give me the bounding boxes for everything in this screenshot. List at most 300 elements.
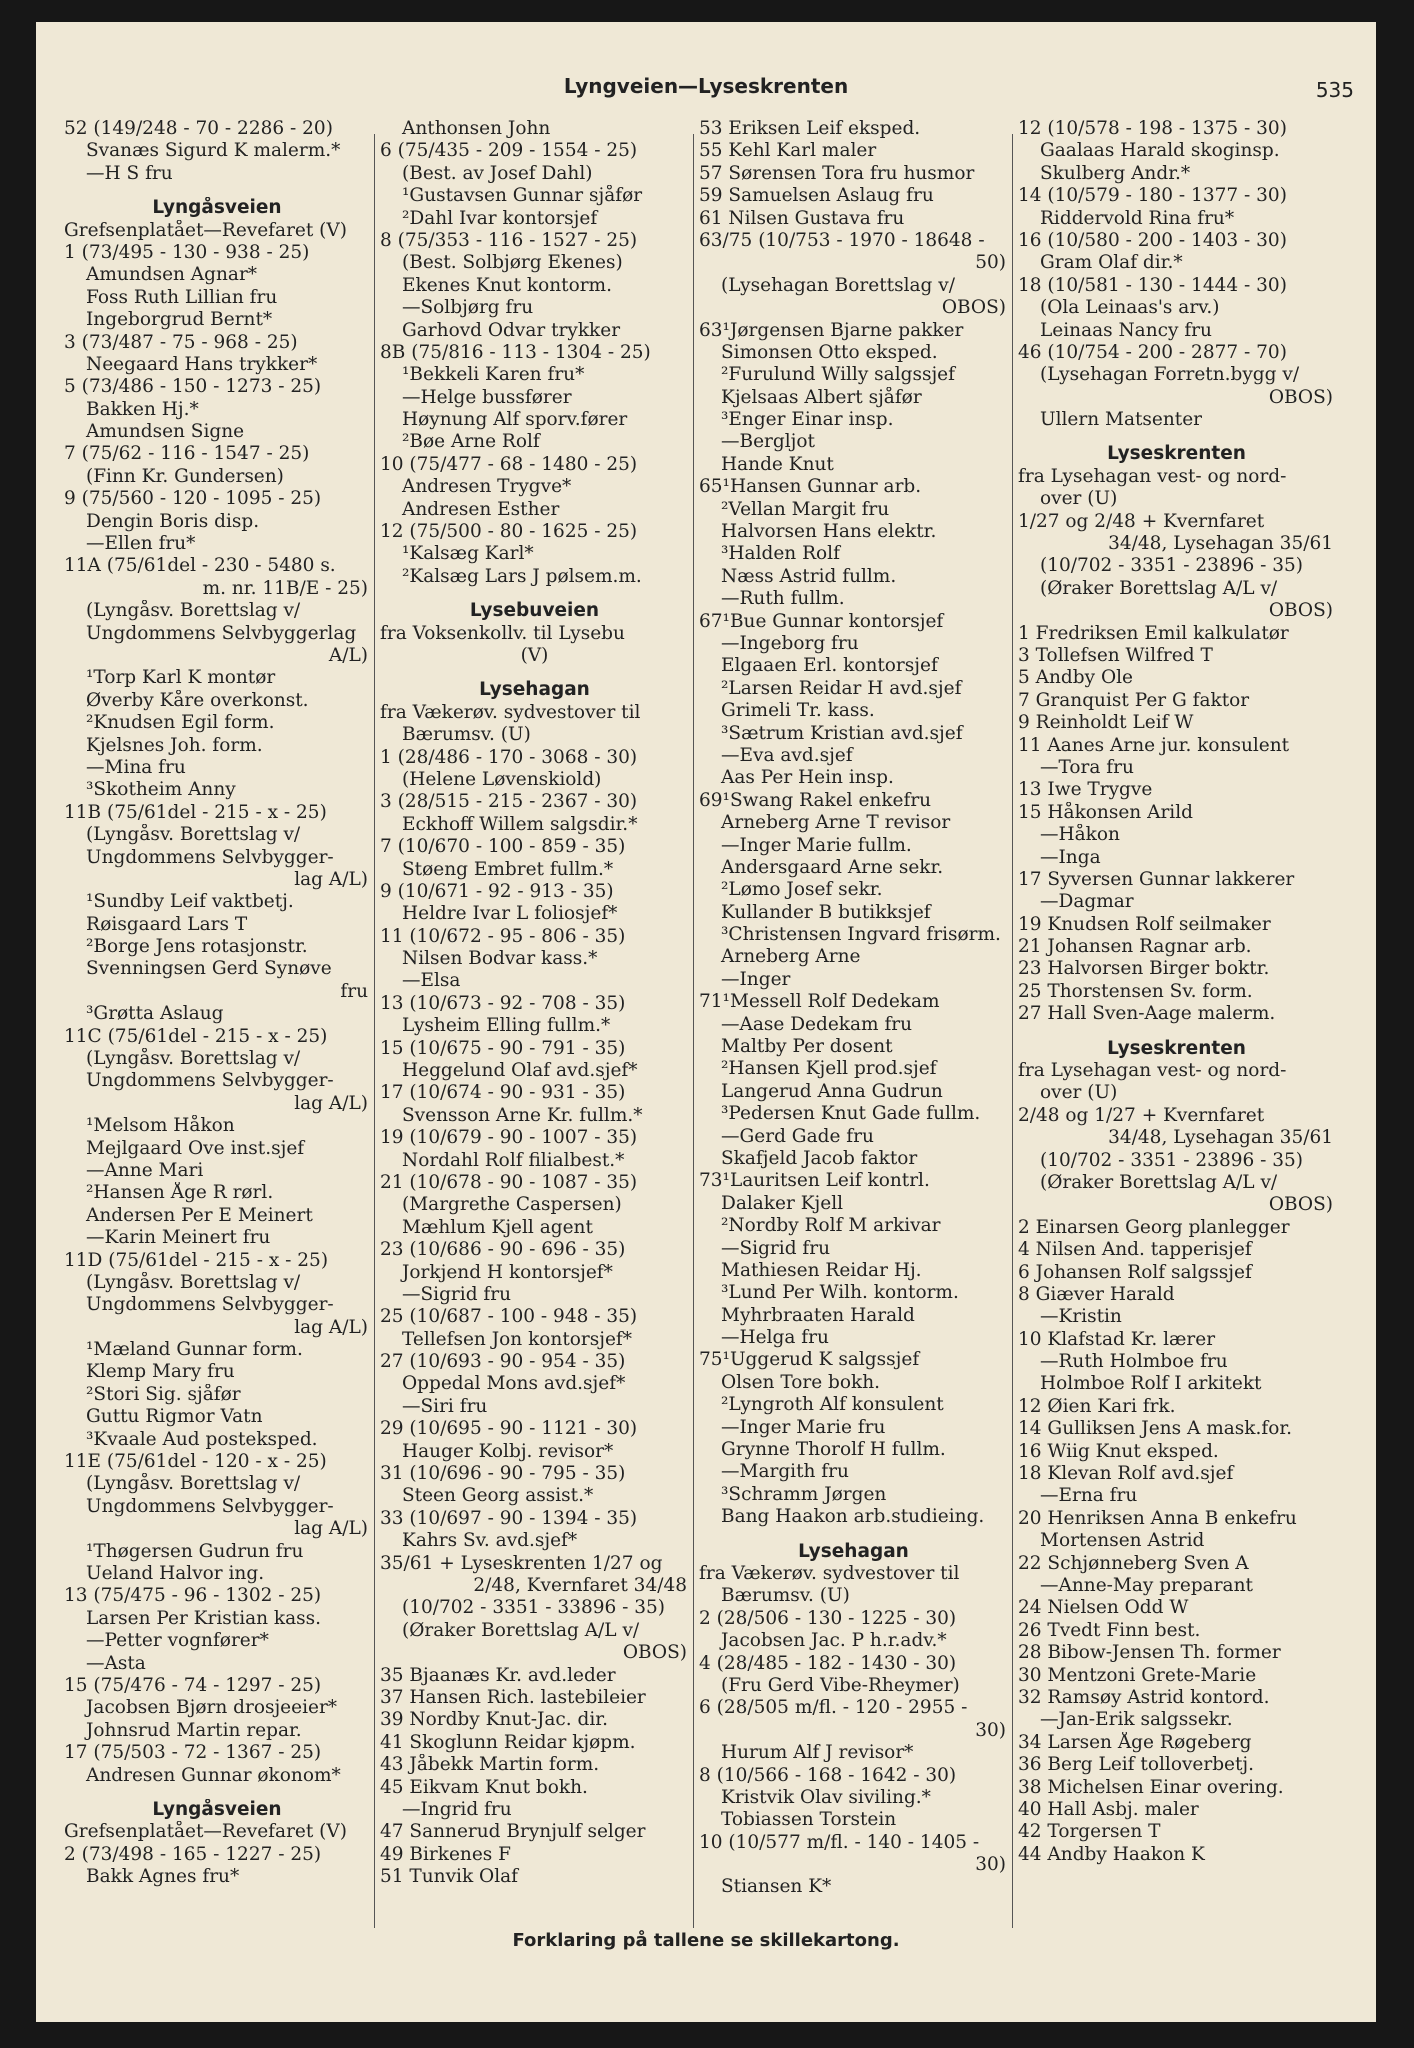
resident-entry: Svenningsen Gerd Synøve: [86, 958, 332, 980]
entry-continuation: lag A/L): [294, 1518, 368, 1540]
address-entry: 47 Sannerud Brynjulf selger: [380, 1821, 646, 1843]
address-entry: 38 Michelsen Einar overing.: [1018, 1776, 1284, 1798]
address-entry: 29 (10/695 - 90 - 1121 - 30): [380, 1418, 638, 1440]
resident-entry: ³Grøtta Aslaug: [86, 1003, 224, 1025]
page-header-title: Lyngveien—Lyseskrenten: [563, 74, 849, 98]
resident-entry: Grimeli Tr. kass.: [721, 700, 875, 722]
resident-entry: Kahrs Sv. avd.sjef*: [402, 1530, 578, 1552]
address-entry: 3 Tollefsen Wilfred T: [1018, 644, 1213, 666]
address-entry: fra Vækerøv. sydvestover til: [699, 1563, 960, 1584]
entry-continuation: 30): [975, 1719, 1006, 1741]
address-entry: 8 (75/353 - 116 - 1527 - 25): [380, 229, 638, 251]
address-entry: 44 Andby Haakon K: [1018, 1843, 1205, 1865]
resident-entry: Andresen Trygve*: [402, 476, 572, 498]
resident-entry: ¹Gustavsen Gunnar sjåfør: [402, 185, 643, 207]
resident-entry: Andersgaard Arne sekr.: [721, 856, 944, 878]
address-entry: 57 Sørensen Tora fru husmor: [699, 162, 975, 184]
resident-entry: ²Kalsæg Lars J pølsem.m.: [402, 565, 642, 587]
resident-entry: Dalaker Kjell: [721, 1192, 844, 1214]
address-entry: 16 Wiig Knut eksped.: [1018, 1440, 1219, 1462]
entry-continuation: OBOS): [941, 297, 1006, 319]
address-entry: fra Lysehagan vest- og nord-: [1018, 465, 1287, 487]
resident-entry: ²Bøe Arne Rolf: [402, 431, 540, 453]
resident-entry: Klemp Mary fru: [86, 1361, 235, 1383]
address-entry: 11E (75/61del - 120 - x - 25): [64, 1451, 327, 1473]
address-entry: fra Vækerøv. sydvestover til: [380, 701, 641, 723]
resident-entry: —Helge bussfører: [402, 386, 572, 408]
resident-entry: Tellefsen Jon kontorsjef*: [402, 1328, 633, 1350]
resident-entry: Jorkjend H kontorsjef*: [402, 1261, 613, 1283]
resident-entry: Andresen Esther: [402, 498, 560, 520]
resident-entry: —Inger: [721, 968, 791, 990]
resident-entry: Skafjeld Jacob faktor: [721, 1147, 918, 1169]
resident-entry: Ungdommens Selvbyggerlag: [86, 622, 357, 644]
resident-entry: ²Vellan Margit fru: [721, 498, 890, 520]
address-entry: 46 (10/754 - 200 - 2877 - 70): [1018, 341, 1287, 363]
resident-entry: (Lyngåsv. Borettslag v/: [86, 1473, 301, 1495]
resident-entry: —Eva avd.sjef: [721, 744, 853, 766]
resident-entry: ²Nordby Rolf M arkivar: [721, 1215, 941, 1237]
street-heading: Lyngåsveien: [64, 197, 370, 219]
resident-entry: —Siri fru: [402, 1395, 488, 1417]
resident-entry: ¹Bekkeli Karen fru*: [402, 364, 585, 386]
address-entry: 3 (73/487 - 75 - 968 - 25): [64, 331, 298, 353]
street-heading: Lyseskrenten: [1018, 443, 1335, 465]
entry-continuation: lag A/L): [294, 1316, 368, 1338]
resident-entry: —Solbjørg fru: [402, 297, 534, 319]
address-entry: 19 Knudsen Rolf seilmaker: [1018, 913, 1271, 935]
address-entry: 51 Tunvik Olaf: [380, 1866, 519, 1888]
resident-entry: —Ruth fullm.: [721, 588, 845, 610]
address-entry: 2 (28/506 - 130 - 1225 - 30): [699, 1607, 957, 1629]
entry-continuation: lag A/L): [294, 868, 368, 890]
resident-entry: Ullern Matsenter: [1040, 409, 1203, 431]
resident-entry: Leinaas Nancy fru: [1040, 319, 1212, 341]
resident-entry: (Lyngåsv. Borettslag v/: [86, 1048, 301, 1070]
resident-entry: Skulberg Andr.*: [1040, 162, 1191, 184]
resident-entry: Nilsen Bodvar kass.*: [402, 948, 598, 970]
resident-entry: (Lyngåsv. Borettslag v/: [86, 1271, 301, 1293]
resident-entry: Garhovd Odvar trykker: [402, 319, 621, 341]
resident-entry: Steen Georg assist.*: [402, 1485, 594, 1507]
address-entry: 17 (10/674 - 90 - 931 - 35): [380, 1082, 626, 1104]
resident-entry: Hauger Kolbj. revisor*: [402, 1440, 614, 1462]
entry-continuation: OBOS): [1268, 600, 1333, 622]
address-entry: 71¹Messell Rolf Dedekam: [699, 991, 940, 1013]
address-entry: 65¹Hansen Gunnar arb.: [699, 476, 922, 498]
street-heading: Lysehagan: [380, 679, 689, 701]
resident-entry: Maltby Per dosent: [721, 1036, 893, 1058]
resident-entry: Aas Per Hein insp.: [721, 767, 894, 789]
address-entry: 7 Granquist Per G faktor: [1018, 689, 1250, 711]
address-entry: 37 Hansen Rich. lastebileier: [380, 1686, 646, 1708]
address-entry: 10 (75/477 - 68 - 1480 - 25): [380, 453, 638, 475]
column-3: [699, 118, 1008, 1924]
resident-entry: —Margith fru: [721, 1461, 849, 1483]
address-entry: 61 Nilsen Gustava fru: [699, 207, 905, 229]
resident-entry: Ungdommens Selvbygger-: [86, 1070, 334, 1092]
resident-entry: Amundsen Agnar*: [86, 264, 258, 286]
address-entry: 11A (75/61del - 230 - 5480 s.: [64, 555, 336, 577]
resident-entry: Arneberg Arne: [721, 946, 861, 968]
resident-entry: —Aase Dedekam fru: [721, 1013, 913, 1035]
entry-continuation: lag A/L): [294, 1092, 368, 1114]
address-entry: 21 (10/678 - 90 - 1087 - 35): [380, 1171, 638, 1193]
address-entry: 11D (75/61del - 215 - x - 25): [64, 1249, 329, 1271]
resident-entry: Nordahl Rolf filialbest.*: [402, 1149, 625, 1171]
resident-entry: Ungdommens Selvbygger-: [86, 1294, 334, 1316]
address-entry: 2/48 og 1/27 + Kvernfaret: [1018, 1104, 1265, 1126]
entry-continuation: A/L): [328, 644, 368, 666]
resident-entry: ³Pedersen Knut Gade fullm.: [721, 1103, 981, 1125]
directory-page: [36, 22, 1376, 2022]
address-entry: 1/27 og 2/48 + Kvernfaret: [1018, 510, 1265, 532]
address-entry: 7 (75/62 - 116 - 1547 - 25): [64, 443, 310, 465]
address-entry: 69¹Swang Rakel enkefru: [699, 789, 932, 811]
address-entry: 25 Thorstensen Sv. form.: [1018, 980, 1253, 1002]
address-entry: 15 (75/476 - 74 - 1297 - 25): [64, 1674, 322, 1696]
resident-entry: —Mina fru: [86, 756, 186, 778]
address-entry: 5 Andby Ole: [1018, 667, 1133, 689]
resident-entry: (Fru Gerd Vibe-Rheymer): [721, 1674, 960, 1696]
address-entry: 75¹Uggerud K salgssjef: [699, 1349, 920, 1371]
resident-entry: (Lysehagan Forretn.bygg v/: [1040, 364, 1300, 386]
resident-entry: —Kristin: [1040, 1306, 1122, 1328]
address-entry: 25 (10/687 - 100 - 948 - 35): [380, 1306, 638, 1328]
resident-entry: Neegaard Hans trykker*: [86, 353, 318, 375]
resident-entry: Heggelund Olaf avd.sjef*: [402, 1060, 638, 1082]
address-entry: 1 (28/486 - 170 - 3068 - 30): [380, 746, 638, 768]
resident-entry: Hande Knut: [721, 453, 834, 475]
resident-entry: —Gerd Gade fru: [721, 1125, 874, 1147]
address-entry: 15 (10/675 - 90 - 791 - 35): [380, 1037, 626, 1059]
resident-entry: ²Hansen Åge R rørl.: [86, 1182, 274, 1204]
entry-continuation: m. nr. 11B/E - 25): [202, 577, 368, 599]
resident-entry: ³Skotheim Anny: [86, 779, 236, 801]
address-entry: 14 (10/579 - 180 - 1377 - 30): [1018, 185, 1287, 207]
resident-entry: Øverby Kåre overkonst.: [86, 689, 309, 711]
resident-entry: Bærumsv. (U): [721, 1585, 850, 1607]
address-entry: 15 Håkonsen Arild: [1018, 801, 1193, 823]
street-heading: Lysebuveien: [380, 600, 689, 622]
address-entry: 6 (75/435 - 209 - 1554 - 25): [380, 140, 638, 162]
address-entry: 39 Nordby Knut-Jac. dir.: [380, 1709, 608, 1731]
resident-entry: ³Christensen Ingvard frisørm.: [721, 924, 1001, 946]
resident-entry: Mejlgaard Ove inst.sjef: [86, 1137, 305, 1159]
column-divider: [693, 134, 694, 1928]
address-entry: 45 Eikvam Knut bokh.: [380, 1776, 588, 1798]
address-entry: 6 Johansen Rolf salgssjef: [1018, 1261, 1252, 1283]
entry-continuation: 34/48, Lysehagan 35/61: [1108, 533, 1333, 555]
resident-entry: Riddervold Rina fru*: [1040, 207, 1235, 229]
address-entry: 13 Iwe Trygve: [1018, 779, 1153, 801]
resident-entry: Elgaaen Erl. kontorsjef: [721, 655, 938, 677]
address-entry: 2 (73/498 - 165 - 1227 - 25): [64, 1843, 322, 1865]
resident-entry: Mathiesen Reidar Hj.: [721, 1259, 922, 1281]
entry-continuation: OBOS): [1268, 386, 1333, 408]
address-entry: 18 Klevan Rolf avd.sjef: [1018, 1463, 1234, 1485]
resident-entry: Kjelsnes Joh. form.: [86, 734, 263, 756]
address-entry: 6 (28/505 m/fl. - 120 - 2955 -: [699, 1697, 968, 1719]
resident-entry: —H S fru: [86, 162, 173, 184]
resident-entry: Heldre Ivar L foliosjef*: [402, 903, 618, 925]
resident-entry: —Petter vognfører*: [86, 1630, 269, 1652]
resident-entry: over (U): [1040, 488, 1118, 510]
resident-entry: Bang Haakon arb.studieing.: [721, 1506, 985, 1528]
resident-entry: Mortensen Astrid: [1040, 1530, 1205, 1552]
address-entry: 1 Fredriksen Emil kalkulatør: [1018, 622, 1289, 644]
address-entry: 67¹Bue Gunnar kontorsjef: [699, 610, 944, 632]
address-entry: 5 (73/486 - 150 - 1273 - 25): [64, 376, 322, 398]
entry-continuation: 50): [975, 252, 1006, 274]
resident-entry: ¹Mæland Gunnar form.: [86, 1339, 303, 1361]
address-entry: 30 Mentzoni Grete-Marie: [1018, 1664, 1257, 1686]
address-entry: 2 Einarsen Georg planlegger: [1018, 1216, 1290, 1238]
resident-entry: —Tora fru: [1040, 756, 1134, 778]
address-entry: 4 Nilsen And. tapperisjef: [1018, 1239, 1252, 1261]
address-entry: 9 (75/560 - 120 - 1095 - 25): [64, 488, 322, 510]
column-2: [380, 118, 689, 1924]
address-entry: 42 Torgersen T: [1018, 1821, 1161, 1843]
resident-entry: Bakken Hj.*: [86, 398, 199, 420]
street-heading: Lyngåsveien: [64, 1799, 370, 1821]
resident-entry: Oppedal Mons avd.sjef*: [402, 1373, 626, 1395]
resident-entry: ³Sætrum Kristian avd.sjef: [721, 722, 963, 744]
address-entry: 20 Henriksen Anna B enkefru: [1018, 1507, 1297, 1529]
resident-entry: Jacobsen Jac. P h.r.adv.*: [721, 1630, 947, 1652]
resident-entry: (Best. Solbjørg Ekenes): [402, 252, 623, 274]
address-entry: 8 (10/566 - 168 - 1642 - 30): [699, 1764, 957, 1786]
resident-entry: —Ingrid fru: [402, 1798, 512, 1820]
resident-entry: Svanæs Sigurd K malerm.*: [86, 140, 341, 162]
address-entry: 11 (10/672 - 95 - 806 - 35): [380, 925, 626, 947]
address-entry: fra Lysehagan vest- og nord-: [1018, 1060, 1287, 1082]
resident-entry: (10/702 - 3351 - 23896 - 35): [1040, 555, 1304, 577]
resident-entry: Gaalaas Harald skoginsp.: [1040, 140, 1280, 162]
resident-entry: —Asta: [86, 1652, 146, 1674]
resident-entry: ²Larsen Reidar H avd.sjef: [721, 677, 962, 699]
address-entry: 14 Gulliksen Jens A mask.for.: [1018, 1418, 1293, 1440]
address-entry: 63/75 (10/753 - 1970 - 18648 -: [699, 229, 985, 251]
address-entry: 1 (73/495 - 130 - 938 - 25): [64, 241, 310, 263]
resident-entry: Olsen Tore bokh.: [721, 1371, 881, 1393]
resident-entry: Grynne Thorolf H fullm.: [721, 1439, 946, 1461]
resident-entry: Andersen Per E Meinert: [86, 1204, 313, 1226]
resident-entry: ²Lyngroth Alf konsulent: [721, 1394, 944, 1416]
resident-entry: ¹Sundby Leif vaktbetj.: [86, 891, 294, 913]
address-entry: 22 Schjønneberg Sven A: [1018, 1552, 1249, 1574]
address-entry: 17 Syversen Gunnar lakkerer: [1018, 868, 1295, 890]
address-entry: 23 (10/686 - 90 - 696 - 35): [380, 1239, 626, 1261]
resident-entry: Ungdommens Selvbygger-: [86, 846, 334, 868]
resident-entry: (Lyngåsv. Borettslag v/: [86, 600, 301, 622]
resident-entry: Amundsen Signe: [86, 421, 245, 443]
resident-entry: Ekenes Knut kontorm.: [402, 274, 612, 296]
resident-entry: ²Dahl Ivar kontorsjef: [402, 207, 598, 229]
resident-entry: Andresen Gunnar økonom*: [86, 1764, 341, 1786]
resident-entry: (Øraker Borettslag A/L v/: [1040, 577, 1278, 599]
address-entry: 33 (10/697 - 90 - 1394 - 35): [380, 1507, 638, 1529]
resident-entry: —Ellen fru*: [86, 533, 196, 555]
address-entry: 41 Skoglunn Reidar kjøpm.: [380, 1731, 636, 1753]
resident-entry: Svensson Arne Kr. fullm.*: [402, 1104, 643, 1126]
resident-entry: —Sigrid fru: [402, 1283, 512, 1305]
address-entry: 3 (28/515 - 215 - 2367 - 30): [380, 791, 638, 813]
resident-entry: ¹Kalsæg Karl*: [402, 543, 534, 565]
resident-entry: Støeng Embret fullm.*: [402, 858, 614, 880]
column-4: [1018, 118, 1335, 1924]
resident-entry: Johnsrud Martin repar.: [86, 1719, 302, 1741]
address-entry: 55 Kehl Karl maler: [699, 140, 877, 162]
resident-entry: Anthonsen John: [402, 118, 551, 139]
resident-entry: ³Schramm Jørgen: [721, 1483, 887, 1505]
resident-entry: ²Furulund Willy salgssjef: [721, 364, 955, 386]
street-heading: Lyseskrenten: [1018, 1038, 1335, 1060]
address-entry: 27 Hall Sven-Aage malerm.: [1018, 1003, 1276, 1025]
resident-entry: Bakk Agnes fru*: [86, 1866, 240, 1888]
resident-entry: Myhrbraaten Harald: [721, 1304, 915, 1326]
address-entry: 43 Jåbekk Martin form.: [380, 1754, 600, 1776]
address-entry: 10 (10/577 m/fl. - 140 - 1405 -: [699, 1831, 980, 1853]
address-entry: 11 Aanes Arne jur. konsulent: [1018, 734, 1290, 756]
resident-entry: —Inger Marie fullm.: [721, 834, 912, 856]
address-entry: 9 Reinholdt Leif W: [1018, 712, 1194, 734]
resident-entry: ²Borge Jens rotasjonstr.: [86, 936, 308, 958]
resident-entry: Gram Olaf dir.*: [1040, 252, 1183, 274]
resident-entry: (Øraker Borettslag A/L v/: [402, 1619, 640, 1641]
address-entry: 23 Halvorsen Birger boktr.: [1018, 958, 1270, 980]
resident-entry: (Lysehagan Borettslag v/: [721, 274, 955, 296]
address-entry: 11C (75/61del - 215 - x - 25): [64, 1025, 328, 1047]
resident-entry: Jacobsen Bjørn drosjeeier*: [86, 1697, 338, 1719]
resident-entry: —Inger Marie fru: [721, 1416, 886, 1438]
resident-entry: Holmboe Rolf I arkitekt: [1040, 1373, 1262, 1395]
resident-entry: Næss Astrid fullm.: [721, 565, 897, 587]
entry-continuation: fru: [340, 980, 368, 1002]
resident-entry: —Ingeborg fru: [721, 632, 859, 654]
resident-entry: —Elsa: [402, 970, 461, 992]
column-1: [64, 118, 370, 1924]
address-entry: 49 Birkenes F: [380, 1843, 512, 1865]
resident-entry: (Lyngåsv. Borettslag v/: [86, 824, 301, 846]
resident-entry: —Sigrid fru: [721, 1237, 831, 1259]
resident-entry: Halvorsen Hans elektr.: [721, 521, 937, 543]
resident-entry: ¹Melsom Håkon: [86, 1115, 235, 1137]
address-entry: 8 Giæver Harald: [1018, 1283, 1175, 1305]
resident-entry: (Best. av Josef Dahl): [402, 162, 593, 184]
entry-continuation: OBOS): [1268, 1194, 1333, 1216]
address-entry: 17 (75/503 - 72 - 1367 - 25): [64, 1742, 322, 1764]
resident-entry: ²Lømo Josef sekr.: [721, 879, 883, 901]
resident-entry: Hurum Alf J revisor*: [721, 1742, 914, 1764]
resident-entry: ²Hansen Kjell prod.sjef: [721, 1058, 937, 1080]
street-description: (V): [520, 644, 549, 666]
address-entry: 7 (10/670 - 100 - 859 - 35): [380, 836, 626, 858]
entry-continuation: 30): [975, 1854, 1006, 1876]
resident-entry: Larsen Per Kristian kass.: [86, 1607, 322, 1629]
resident-entry: ³Enger Einar insp.: [721, 409, 894, 431]
address-entry: 35 Bjaanæs Kr. avd.leder: [380, 1664, 616, 1686]
resident-entry: over (U): [1040, 1082, 1118, 1104]
address-entry: 13 (10/673 - 92 - 708 - 35): [380, 992, 626, 1014]
address-entry: 35/61 + Lyseskrenten 1/27 og: [380, 1552, 663, 1574]
address-entry: 59 Samuelsen Aslaug fru: [699, 185, 934, 207]
resident-entry: Ueland Halvor ing.: [86, 1563, 265, 1584]
address-entry: 63¹Jørgensen Bjarne pakker: [699, 319, 964, 341]
address-entry: 4 (28/485 - 182 - 1430 - 30): [699, 1652, 957, 1674]
resident-entry: (10/702 - 3351 - 33896 - 35): [402, 1597, 666, 1619]
address-entry: 19 (10/679 - 90 - 1007 - 35): [380, 1127, 638, 1149]
address-entry: 12 Øien Kari frk.: [1018, 1395, 1176, 1417]
resident-entry: Høynung Alf sporv.fører: [402, 409, 628, 431]
page-number: 535: [1315, 78, 1354, 102]
entry-continuation: 34/48, Lysehagan 35/61: [1108, 1127, 1333, 1149]
resident-entry: —Erna fru: [1040, 1485, 1138, 1507]
resident-entry: Langerud Anna Gudrun: [721, 1080, 943, 1102]
address-entry: 18 (10/581 - 130 - 1444 - 30): [1018, 274, 1287, 296]
resident-entry: —Anne Mari: [86, 1159, 204, 1181]
address-entry: 24 Nielsen Odd W: [1018, 1597, 1189, 1619]
resident-entry: Kullander B butikksjef: [721, 901, 931, 923]
address-entry: 52 (149/248 - 70 - 2286 - 20): [64, 118, 333, 139]
address-entry: 9 (10/671 - 92 - 913 - 35): [380, 880, 614, 902]
resident-entry: —Ruth Holmboe fru: [1040, 1351, 1228, 1373]
street-heading: Lysehagan: [699, 1541, 1008, 1563]
resident-entry: (10/702 - 3351 - 23896 - 35): [1040, 1149, 1304, 1171]
resident-entry: Dengin Boris disp.: [86, 510, 260, 532]
address-entry: Grefsenplatået—Revefaret (V): [64, 219, 347, 241]
resident-entry: —Jan-Erik salgssekr.: [1040, 1709, 1233, 1731]
address-entry: 13 (75/475 - 96 - 1302 - 25): [64, 1585, 322, 1607]
resident-entry: —Anne-May preparant: [1040, 1575, 1253, 1596]
column-divider: [374, 134, 375, 1928]
address-entry: 27 (10/693 - 90 - 954 - 35): [380, 1351, 626, 1373]
resident-entry: Bærumsv. (U): [402, 724, 531, 746]
footer-note: Forklaring på tallene se skillekartong.: [512, 1930, 900, 1951]
resident-entry: (Margrethe Caspersen): [402, 1194, 622, 1216]
entry-continuation: 2/48, Kvernfaret 34/48: [473, 1575, 687, 1596]
address-entry: fra Voksenkollv. til Lysebu: [380, 622, 625, 644]
resident-entry: ²Stori Sig. sjåfør: [86, 1383, 241, 1405]
resident-entry: —Helga fru: [721, 1327, 829, 1349]
resident-entry: Tobiassen Torstein: [721, 1809, 897, 1831]
address-entry: 40 Hall Asbj. maler: [1018, 1798, 1199, 1820]
address-entry: 11B (75/61del - 215 - x - 25): [64, 801, 327, 823]
resident-entry: Guttu Rigmor Vatn: [86, 1406, 263, 1428]
resident-entry: ¹Torp Karl K montør: [86, 667, 276, 689]
address-entry: 12 (10/578 - 198 - 1375 - 30): [1018, 118, 1287, 139]
resident-entry: Arneberg Arne T revisor: [721, 812, 951, 834]
resident-entry: Foss Ruth Lillian fru: [86, 286, 278, 308]
address-entry: 26 Tvedt Finn best.: [1018, 1619, 1201, 1641]
address-entry: 31 (10/696 - 90 - 795 - 35): [380, 1463, 626, 1485]
address-entry: 36 Berg Leif tolloverbetj.: [1018, 1754, 1255, 1776]
resident-entry: ²Knudsen Egil form.: [86, 712, 275, 734]
address-entry: 53 Eriksen Leif eksped.: [699, 118, 921, 139]
resident-entry: Røisgaard Lars T: [86, 913, 248, 935]
resident-entry: ³Halden Rolf: [721, 543, 840, 565]
address-entry: 16 (10/580 - 200 - 1403 - 30): [1018, 229, 1287, 251]
resident-entry: Stiansen K*: [721, 1876, 832, 1898]
address-entry: 12 (75/500 - 80 - 1625 - 25): [380, 521, 638, 543]
address-entry: 10 Klafstad Kr. lærer: [1018, 1328, 1216, 1350]
resident-entry: Mæhlum Kjell agent: [402, 1216, 593, 1238]
address-entry: Grefsenplatået—Revefaret (V): [64, 1821, 347, 1843]
resident-entry: —Håkon: [1040, 824, 1120, 846]
resident-entry: Eckhoff Willem salgsdir.*: [402, 813, 638, 835]
resident-entry: ³Kvaale Aud posteksped.: [86, 1428, 318, 1450]
address-entry: 32 Ramsøy Astrid kontord.: [1018, 1686, 1270, 1708]
